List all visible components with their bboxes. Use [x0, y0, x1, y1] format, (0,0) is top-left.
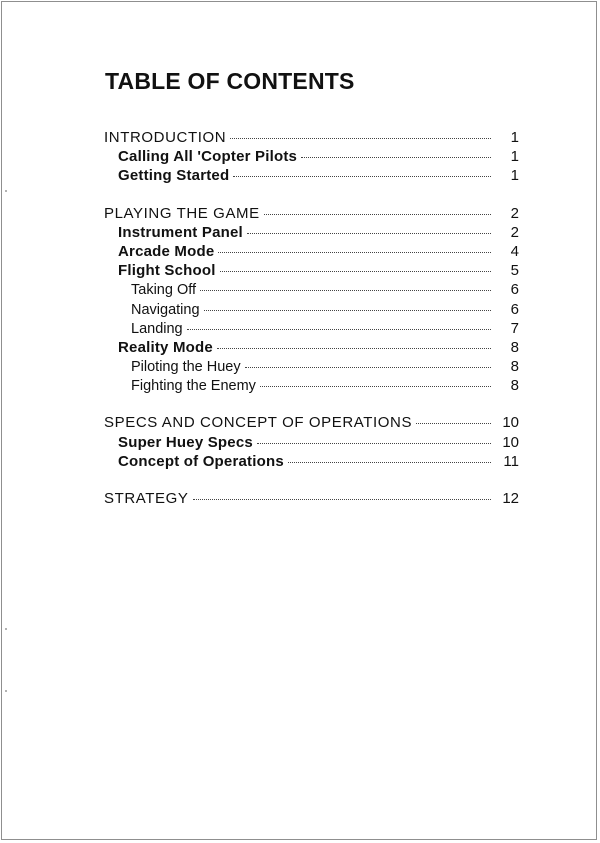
toc-entry-label: Reality Mode: [118, 338, 213, 356]
scan-speck: [5, 628, 7, 630]
dot-leader: [187, 328, 491, 330]
dot-leader: [230, 137, 491, 139]
table-of-contents: [104, 128, 519, 526]
toc-entry-page: 11: [503, 452, 519, 470]
toc-entry-label: SPECS AND CONCEPT OF OPERATIONS: [104, 414, 413, 432]
dot-leader: [193, 498, 491, 500]
toc-entry: [104, 338, 519, 357]
toc-entry-page: 7: [510, 319, 519, 337]
dot-leader: [264, 213, 491, 215]
toc-entry-label: Super Huey Specs: [118, 433, 253, 451]
toc-entry-page: 10: [502, 414, 519, 432]
toc-entry: [104, 204, 519, 223]
dot-leader: [288, 461, 491, 463]
dot-leader: [301, 156, 491, 158]
scan-speck: [5, 690, 7, 692]
toc-entry-label: Getting Started: [118, 167, 230, 185]
toc-entry-label: STRATEGY: [104, 490, 189, 507]
toc-section-strategy: [104, 489, 519, 508]
toc-entry-page: 8: [510, 358, 519, 376]
toc-entry: [104, 223, 519, 242]
toc-entry-label: Navigating: [131, 301, 200, 318]
toc-entry: [104, 242, 519, 261]
dot-leader: [247, 232, 491, 234]
page-title: TABLE OF CONTENTS: [105, 68, 355, 94]
toc-section-introduction: [104, 128, 519, 186]
dot-leader: [257, 442, 491, 444]
toc-entry-page: 2: [510, 204, 519, 222]
toc-entry: [104, 128, 519, 147]
scan-speck: [5, 190, 7, 192]
toc-entry-label: PLAYING THE GAME: [104, 204, 260, 222]
toc-entry-page: 1: [510, 129, 519, 146]
toc-entry-page: 8: [510, 338, 519, 356]
toc-entry: [104, 413, 519, 432]
toc-entry-page: 8: [510, 377, 519, 395]
dot-leader: [245, 366, 491, 368]
toc-entry-label: Concept of Operations: [118, 452, 284, 470]
dot-leader: [260, 385, 491, 387]
toc-entry: [104, 280, 519, 299]
toc-entry-label: Piloting the Huey: [131, 359, 241, 376]
dot-leader: [233, 175, 491, 177]
toc-entry-label: Flight School: [118, 262, 216, 280]
toc-entry: [104, 433, 519, 452]
dot-leader: [217, 347, 491, 349]
toc-entry-label: Calling All 'Copter Pilots: [118, 148, 298, 166]
dot-leader: [416, 422, 491, 424]
toc-entry: [104, 166, 519, 185]
toc-entry-page: 5: [510, 262, 519, 280]
toc-entry-page: 1: [510, 167, 519, 185]
toc-entry-page: 6: [510, 281, 519, 299]
dot-leader: [218, 251, 491, 253]
toc-entry: [104, 319, 519, 338]
toc-entry-label: Arcade Mode: [118, 242, 215, 260]
toc-entry-label: INTRODUCTION: [104, 129, 227, 146]
toc-entry-page: 10: [502, 433, 519, 451]
toc-entry-label: Fighting the Enemy: [131, 378, 256, 395]
toc-entry: [104, 147, 519, 166]
toc-section-playing-the-game: [104, 204, 519, 396]
toc-entry: [104, 261, 519, 280]
toc-entry-page: 2: [510, 223, 519, 241]
dot-leader: [200, 289, 491, 291]
toc-entry-label: Instrument Panel: [118, 223, 243, 241]
toc-entry-page: 12: [502, 490, 519, 507]
dot-leader: [204, 309, 491, 311]
dot-leader: [220, 270, 491, 272]
toc-entry: [104, 376, 519, 395]
toc-entry-page: 4: [510, 242, 519, 260]
document-page: [1, 1, 597, 840]
toc-entry: [104, 489, 519, 508]
toc-entry: [104, 300, 519, 319]
toc-entry-page: 1: [510, 148, 519, 166]
toc-entry-page: 6: [510, 300, 519, 318]
toc-entry-label: Landing: [131, 320, 183, 337]
toc-section-specs: [104, 413, 519, 471]
toc-entry: [104, 452, 519, 471]
toc-entry-label: Taking Off: [131, 282, 197, 299]
toc-entry: [104, 357, 519, 376]
